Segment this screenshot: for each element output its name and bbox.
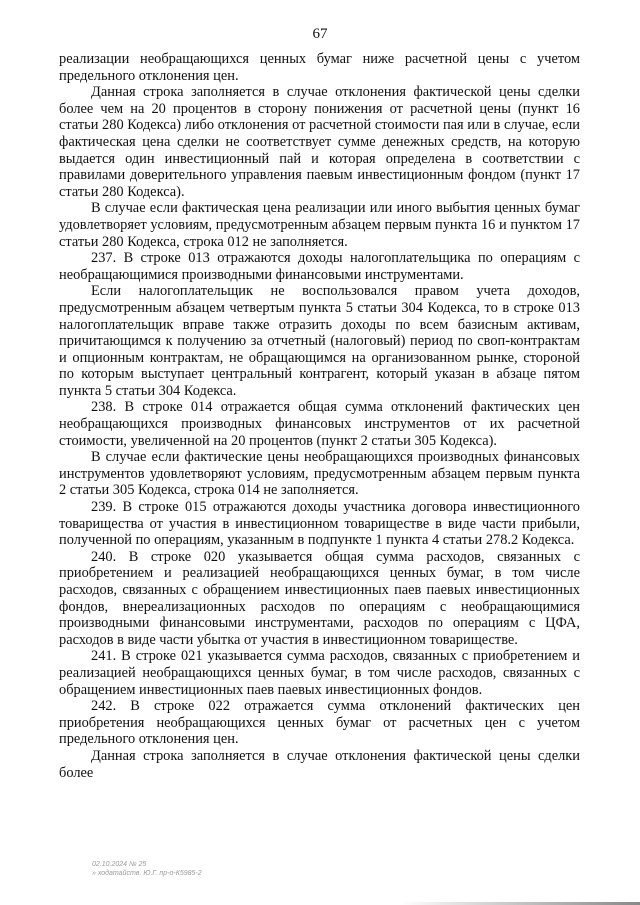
paragraph-item-237: 237. В строке 013 отражаются доходы налогоплательщика по операциям с необращающимися производными финансовыми инструментами.: [59, 250, 580, 283]
paragraph-item-241: 241. В строке 021 указывается сумма расходов, связанных с приобретением и реализацией необращающихся ценных бумаг, в том числе расходов, связанных с обращением инвестиционных паев паевых инвестиционных фондов.: [59, 648, 580, 698]
paragraph: В случае если фактические цены необращающихся производных финансовых инструментов удовлетворяют условиям, предусмотренным абзацем первым пункта 2 статьи 305 Кодекса, строка 014 не заполняется.: [59, 449, 580, 499]
paragraph: Если налогоплательщик не воспользовался правом учета доходов, предусмотренным абзацем четвертым пункта 5 статьи 304 Кодекса, то в строке 013 налогоплательщик вправе также отразить доходы по всем базисным активам, причитающимся к получению за отчетный (налоговый) период по своп-контрактам и опционным контрактам, не обращающимся на организованном рынке, стороной по которым выступает центральный контрагент, который указан в абзаце пятом пункта 5 статьи 304 Кодекса.: [59, 283, 580, 399]
page-number: 67: [312, 26, 328, 42]
paragraph-item-240: 240. В строке 020 указывается общая сумма расходов, связанных с приобретением и реализацией необращающихся ценных бумаг, в том числе расходов, связанных с обращением инвестиционных паев паевых инвестиционных фондов, внереализационных расходов по операциям с необращающимися производными финансовыми инструментами, расходов по операциям с ЦФА, расходов в виде части убытка от участия в инвестиционном товариществе.: [59, 548, 580, 648]
document-body: [59, 51, 580, 781]
paragraph: В случае если фактическая цена реализации или иного выбытия ценных бумаг удовлетворяет условиям, предусмотренным абзацем первым пункта 16 и пунктом 17 статьи 280 Кодекса, строка 012 не заполняется.: [59, 200, 580, 250]
paragraph-item-239: 239. В строке 015 отражаются доходы участника договора инвестиционного товарищества от участия в инвестиционном товариществе в виде части прибыли, полученной по операциям, указанным в подпункте 1 пункта 4 статьи 278.2 Кодекса.: [59, 499, 580, 549]
paragraph-item-242: 242. В строке 022 отражается сумма отклонений фактических цен приобретения необращающихся ценных бумаг от расчетных цен с учетом предельного отклонения цен.: [59, 698, 580, 748]
stamp-line-ref: » ходатайств. Ю.Г. пр-о-К5985-2: [92, 870, 202, 877]
stamp-line-date: 02.10.2024 № 25: [92, 861, 147, 868]
paragraph-continued-next-page: Данная строка заполняется в случае отклонения фактической цены сделки более: [59, 747, 580, 781]
paragraph-item-238: 238. В строке 014 отражается общая сумма отклонений фактических цен необращающихся производных финансовых инструментов от их расчетной стоимости, увеличенной на 20 процентов (пункт 2 статьи 305 Кодекса).: [59, 399, 580, 449]
paragraph: Данная строка заполняется в случае отклонения фактической цены сделки более чем на 20 процентов в сторону понижения от расчетной цены (пункт 16 статьи 280 Кодекса) либо отклонения от расчетной стоимости пая или в случае, если фактическая цена сделки не соответствует сумме денежных средств, на которую выдается один инвестиционный пай и которая определена в соответствии с правилами доверительного управления паевым инвестиционным фондом (пункт 17 статьи 280 Кодекса).: [59, 84, 580, 200]
paragraph-continuation: реализации необращающихся ценных бумаг ниже расчетной цены с учетом предельного отклонения цен.: [59, 51, 580, 84]
document-stamp: [92, 860, 202, 878]
